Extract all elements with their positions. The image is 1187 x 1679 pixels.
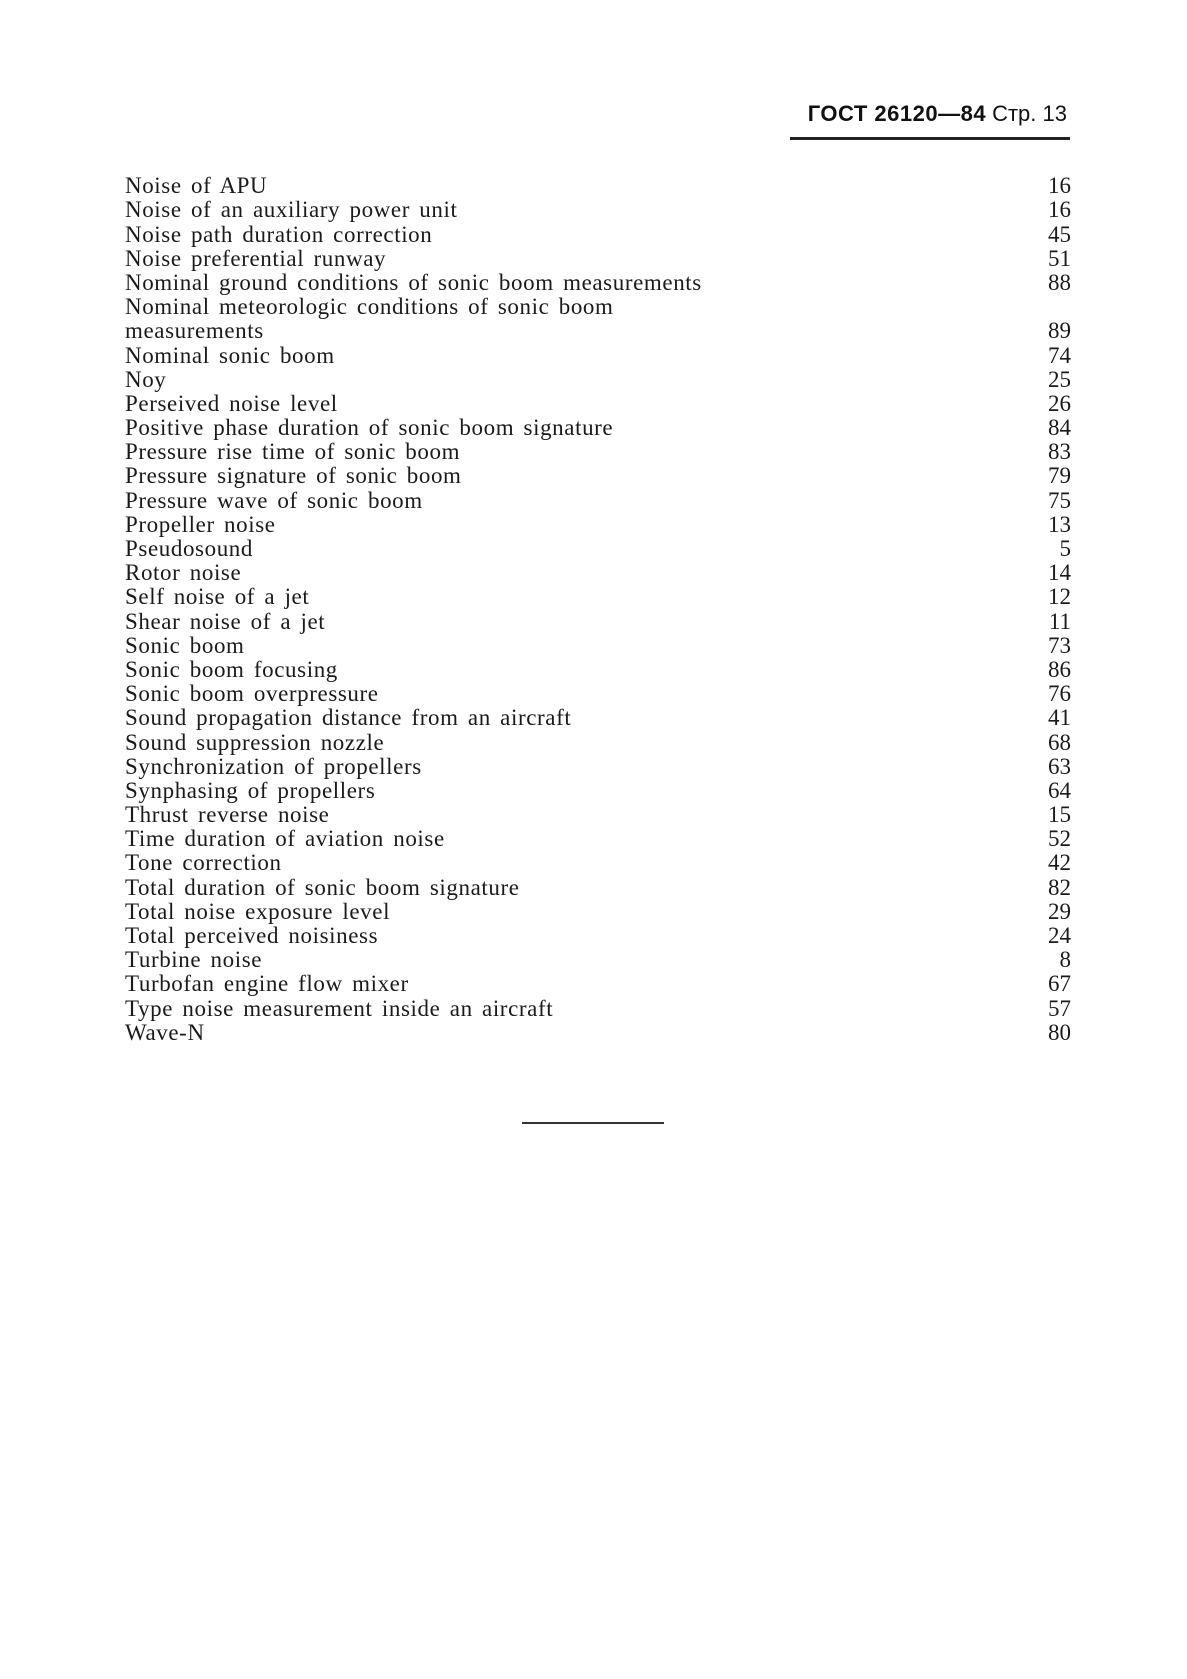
index-number: 25 xyxy=(1048,366,1071,392)
index-term: Noise path duration correction xyxy=(125,221,433,247)
page-number: Стр. 13 xyxy=(992,101,1067,126)
index-entry xyxy=(125,755,1071,779)
index-term: Noise of an auxiliary power unit xyxy=(125,197,458,223)
index-term: Nominal meteorologic conditions of sonic boom xyxy=(125,294,614,320)
index-term: Sonic boom xyxy=(125,632,245,658)
index-entry xyxy=(125,1021,1071,1045)
index-entry xyxy=(125,730,1071,754)
index-entry xyxy=(125,803,1071,827)
index-entry xyxy=(125,827,1071,851)
index-entry xyxy=(125,948,1071,972)
index-entry xyxy=(125,368,1071,392)
index-entry xyxy=(125,343,1071,367)
index-entry xyxy=(125,295,1071,319)
index-number: 73 xyxy=(1048,632,1071,658)
index-number: 80 xyxy=(1048,1019,1071,1045)
index-number: 16 xyxy=(1048,173,1071,199)
page-header xyxy=(808,101,1067,127)
index-number: 8 xyxy=(1059,947,1071,973)
index-entry xyxy=(125,488,1071,512)
index-number: 57 xyxy=(1048,995,1071,1021)
index-number: 79 xyxy=(1048,463,1071,489)
index-number: 75 xyxy=(1048,487,1071,513)
index-number: 89 xyxy=(1048,318,1071,344)
index-term: Synphasing of propellers xyxy=(125,777,376,803)
index-number: 5 xyxy=(1059,536,1071,561)
index-number: 74 xyxy=(1048,342,1071,368)
index-term: Total duration of sonic boom signature xyxy=(125,874,520,900)
index-number: 86 xyxy=(1048,656,1071,682)
index-entry xyxy=(125,609,1071,633)
index-entry xyxy=(125,658,1071,682)
index-term: Total noise exposure level xyxy=(125,898,391,924)
index-entry xyxy=(125,682,1071,706)
index-number: 63 xyxy=(1048,753,1071,779)
index-number: 84 xyxy=(1048,415,1071,441)
index-term: Perseived noise level xyxy=(125,390,338,416)
index-number: 14 xyxy=(1048,560,1071,586)
index-entry xyxy=(125,706,1071,730)
index-number: 11 xyxy=(1048,608,1071,634)
index-term: Sonic boom focusing xyxy=(125,656,338,682)
index-number: 15 xyxy=(1048,802,1071,828)
index-number: 76 xyxy=(1048,681,1071,707)
index-term: Nominal sonic boom xyxy=(125,342,335,368)
index-entry xyxy=(125,900,1071,924)
index-term: Self noise of a jet xyxy=(125,584,310,610)
index-term: Total perceived noisiness xyxy=(125,923,379,948)
index-term: Turbine noise xyxy=(125,947,263,973)
index-entry xyxy=(125,779,1071,803)
index-term: Noy xyxy=(125,366,167,392)
index-entry xyxy=(125,996,1071,1020)
header-rule xyxy=(790,137,1070,140)
index-number: 12 xyxy=(1048,584,1071,610)
index-term: Shear noise of a jet xyxy=(125,608,326,634)
index-entry xyxy=(125,222,1071,246)
index-number: 41 xyxy=(1048,705,1071,731)
index-term: Type noise measurement inside an aircraft xyxy=(125,995,554,1021)
index-entry xyxy=(125,247,1071,271)
index-term: Noise of APU xyxy=(125,173,268,199)
index-entry xyxy=(125,198,1071,222)
index-term: measurements xyxy=(125,318,264,344)
index-entry xyxy=(125,464,1071,488)
index-term: Pressure signature of sonic boom xyxy=(125,463,462,489)
index-number: 16 xyxy=(1048,197,1071,223)
index-term: Nominal ground conditions of sonic boom measurements xyxy=(125,269,702,295)
index-term: Turbofan engine flow mixer xyxy=(125,971,409,997)
index-term: Sound suppression nozzle xyxy=(125,729,385,755)
index-term: Sonic boom overpressure xyxy=(125,681,379,707)
index-term: Thrust reverse noise xyxy=(125,802,330,828)
index-term: Pressure rise time of sonic boom xyxy=(125,439,461,465)
index-number: 52 xyxy=(1048,826,1071,852)
footer-rule xyxy=(522,1122,664,1124)
index-entry xyxy=(125,537,1071,561)
index-entry xyxy=(125,513,1071,537)
index-entry xyxy=(125,875,1071,899)
index-number: 45 xyxy=(1048,221,1071,247)
index-term: Noise preferential runway xyxy=(125,245,387,271)
index-term: Positive phase duration of sonic boom signature xyxy=(125,415,614,441)
index-number: 68 xyxy=(1048,729,1071,755)
index-term: Wave-N xyxy=(125,1019,205,1045)
index-entry xyxy=(125,416,1071,440)
index-term: Propeller noise xyxy=(125,511,276,537)
index-number: 88 xyxy=(1048,269,1071,295)
index-term: Pseudosound xyxy=(125,536,254,561)
index-number: 13 xyxy=(1048,511,1071,537)
index-number: 24 xyxy=(1048,923,1071,948)
index-number: 67 xyxy=(1048,971,1071,997)
index-entry xyxy=(125,440,1071,464)
index-entry xyxy=(125,174,1071,198)
standard-number: ГОСТ 26120—84 xyxy=(807,101,987,126)
index-list xyxy=(125,174,1071,1045)
index-entry xyxy=(125,634,1071,658)
index-number: 83 xyxy=(1048,439,1071,465)
index-term: Tone correction xyxy=(125,850,282,876)
index-number: 29 xyxy=(1048,898,1071,924)
index-term: Synchronization of propellers xyxy=(125,753,422,779)
index-term: Time duration of aviation noise xyxy=(125,826,445,852)
index-term: Pressure wave of sonic boom xyxy=(125,487,423,513)
index-term: Sound propagation distance from an aircraft xyxy=(125,705,572,731)
index-number: 82 xyxy=(1048,874,1071,900)
index-term: Rotor noise xyxy=(125,560,242,586)
index-entry xyxy=(125,972,1071,996)
index-entry xyxy=(125,392,1071,416)
index-number: 64 xyxy=(1048,777,1071,803)
index-entry xyxy=(125,585,1071,609)
index-entry xyxy=(125,851,1071,875)
index-number: 26 xyxy=(1048,390,1071,416)
index-entry xyxy=(125,319,1071,343)
index-number: 51 xyxy=(1048,245,1071,271)
index-entry xyxy=(125,561,1071,585)
index-entry xyxy=(125,271,1071,295)
index-number: 42 xyxy=(1048,850,1071,876)
index-entry xyxy=(125,924,1071,948)
